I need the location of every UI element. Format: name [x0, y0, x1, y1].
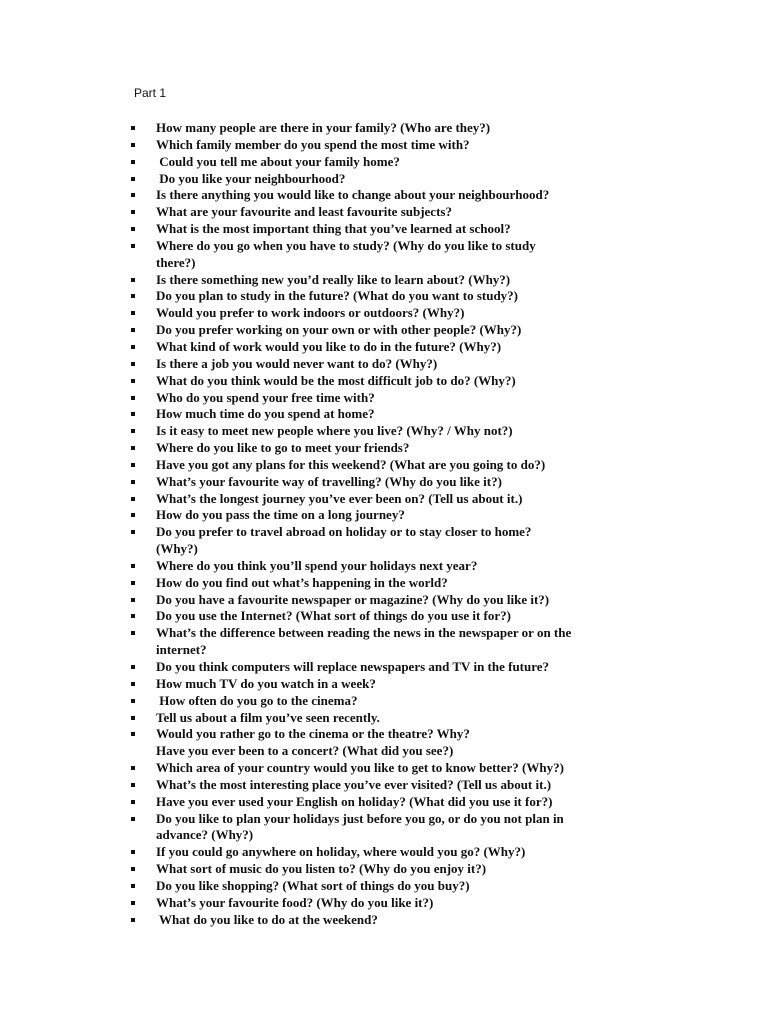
question-item [0, 844, 768, 861]
question-item [0, 592, 768, 609]
square-bullet-icon [131, 598, 135, 602]
square-bullet-icon [131, 614, 135, 618]
question-item [0, 912, 768, 929]
question-item [0, 272, 768, 289]
question-item [0, 187, 768, 204]
question-item [0, 137, 768, 154]
square-bullet-icon [131, 530, 135, 534]
question-text: Do you prefer working on your own or with other people? (Why?) [156, 322, 522, 338]
question-item [0, 440, 768, 457]
square-bullet-icon [131, 412, 135, 416]
question-item [0, 558, 768, 575]
square-bullet-icon [131, 463, 135, 467]
question-text: What’s your favourite food? (Why do you like it?) [156, 894, 434, 910]
question-item [0, 305, 768, 322]
question-text: Do you use the Internet? (What sort of things do you use it for?) [156, 608, 511, 624]
question-item [0, 406, 768, 423]
square-bullet-icon [131, 311, 135, 315]
question-item [0, 238, 768, 272]
question-text: What do you like to do at the weekend? [156, 911, 378, 927]
question-text: Which family member do you spend the most time with? [156, 136, 470, 152]
question-item [0, 221, 768, 238]
square-bullet-icon [131, 244, 135, 248]
question-text: What is the most important thing that you’ve learned at school? [156, 221, 511, 237]
question-text: What sort of music do you listen to? (Why do you enjoy it?) [156, 861, 487, 877]
square-bullet-icon [131, 278, 135, 282]
question-text: Do you like your neighbourhood? [156, 170, 346, 186]
question-item [0, 154, 768, 171]
question-text: Could you tell me about your family home? [156, 153, 400, 169]
square-bullet-icon [131, 918, 135, 922]
question-item [0, 339, 768, 356]
question-text: What kind of work would you like to do in the future? (Why?) [156, 338, 502, 354]
square-bullet-icon [131, 732, 135, 736]
question-item [0, 625, 768, 659]
question-item [0, 659, 768, 676]
question-text: Is there something new you’d really like to learn about? (Why?) [156, 271, 511, 287]
question-text: Do you like shopping? (What sort of things do you buy?) [156, 877, 470, 893]
question-item [0, 693, 768, 710]
question-item [0, 878, 768, 895]
square-bullet-icon [131, 210, 135, 214]
question-text: How often do you go to the cinema? [156, 692, 358, 708]
question-text-continuation: there?) [156, 254, 196, 270]
question-text: Where do you go when you have to study? (Why do you like to study [156, 237, 536, 253]
square-bullet-icon [131, 817, 135, 821]
question-text: Where do you think you’ll spend your holidays next year? [156, 557, 478, 573]
question-text: Have you got any plans for this weekend? (What are you going to do?) [156, 456, 546, 472]
question-item [0, 726, 768, 743]
question-text: Who do you spend your free time with? [156, 389, 375, 405]
question-text: Have you ever used your English on holiday? (What did you use it for?) [156, 793, 553, 809]
square-bullet-icon [131, 766, 135, 770]
question-text: How do you find out what’s happening in the world? [156, 574, 448, 590]
square-bullet-icon [131, 126, 135, 130]
question-text: What’s your favourite way of travelling? (Why do you like it?) [156, 473, 502, 489]
square-bullet-icon [131, 513, 135, 517]
question-text: How much TV do you watch in a week? [156, 675, 376, 691]
question-item [0, 861, 768, 878]
square-bullet-icon [131, 631, 135, 635]
square-bullet-icon [131, 665, 135, 669]
square-bullet-icon [131, 160, 135, 164]
square-bullet-icon [131, 328, 135, 332]
question-item [0, 760, 768, 777]
question-item [0, 474, 768, 491]
question-text: What’s the difference between reading the news in the newspaper or on the [156, 625, 572, 641]
question-text: Is it easy to meet new people where you live? (Why? / Why not?) [156, 423, 513, 439]
question-item [0, 507, 768, 524]
question-text: What’s the most interesting place you’ve ever visited? (Tell us about it.) [156, 776, 552, 792]
question-item [0, 204, 768, 221]
question-text-continuation: advance? (Why?) [156, 827, 254, 843]
square-bullet-icon [131, 783, 135, 787]
question-text: Do you like to plan your holidays just before you go, or do you not plan in [156, 810, 564, 826]
square-bullet-icon [131, 396, 135, 400]
question-text: Have you ever been to a concert? (What did you see?) [156, 743, 454, 759]
question-text: Do you think computers will replace newspapers and TV in the future? [156, 659, 550, 674]
square-bullet-icon [131, 143, 135, 147]
question-item [0, 676, 768, 693]
square-bullet-icon [131, 901, 135, 905]
square-bullet-icon [131, 850, 135, 854]
question-list [0, 120, 768, 929]
question-text: Which area of your country would you like to get to know better? (Why?) [156, 760, 564, 776]
question-text: Do you plan to study in the future? (What do you want to study?) [156, 288, 519, 304]
question-text: How do you pass the time on a long journey? [156, 507, 405, 523]
question-item [0, 288, 768, 305]
square-bullet-icon [131, 564, 135, 568]
question-text: How many people are there in your family? (Who are they?) [156, 120, 491, 135]
question-item [0, 895, 768, 912]
square-bullet-icon [131, 716, 135, 720]
square-bullet-icon [131, 699, 135, 703]
question-item [0, 171, 768, 188]
question-text: What do you think would be the most difficult job to do? (Why?) [156, 372, 516, 388]
question-text: Do you have a favourite newspaper or magazine? (Why do you like it?) [156, 591, 550, 607]
question-text-continuation: (Why?) [156, 541, 198, 557]
question-text: Would you rather go to the cinema or the theatre? Why? [156, 726, 470, 742]
square-bullet-icon [131, 177, 135, 181]
square-bullet-icon [131, 497, 135, 501]
question-item [0, 575, 768, 592]
square-bullet-icon [131, 227, 135, 231]
square-bullet-icon [131, 362, 135, 366]
question-text: How much time do you spend at home? [156, 406, 375, 422]
question-item [0, 743, 768, 760]
question-text: Is there anything you would like to change about your neighbourhood? [156, 187, 550, 203]
question-text: What’s the longest journey you’ve ever been on? (Tell us about it.) [156, 490, 523, 506]
question-item [0, 423, 768, 440]
question-text: Is there a job you would never want to do? (Why?) [156, 355, 438, 371]
square-bullet-icon [131, 867, 135, 871]
question-text: Do you prefer to travel abroad on holiday or to stay closer to home? [156, 524, 532, 540]
section-heading: Part 1 [134, 86, 167, 100]
question-text: Where do you like to go to meet your friends? [156, 440, 410, 456]
question-text: Tell us about a film you’ve seen recently. [156, 709, 380, 725]
question-text: If you could go anywhere on holiday, where would you go? (Why?) [156, 844, 526, 860]
question-item [0, 356, 768, 373]
question-item [0, 710, 768, 727]
question-item [0, 608, 768, 625]
square-bullet-icon [131, 800, 135, 804]
square-bullet-icon [131, 480, 135, 484]
question-item [0, 457, 768, 474]
square-bullet-icon [131, 429, 135, 433]
question-item [0, 794, 768, 811]
square-bullet-icon [131, 379, 135, 383]
question-item [0, 524, 768, 558]
square-bullet-icon [131, 581, 135, 585]
question-item [0, 491, 768, 508]
question-item [0, 777, 768, 794]
square-bullet-icon [131, 345, 135, 349]
question-item [0, 811, 768, 845]
square-bullet-icon [131, 884, 135, 888]
square-bullet-icon [131, 446, 135, 450]
square-bullet-icon [131, 294, 135, 298]
question-text: Would you prefer to work indoors or outdoors? (Why?) [156, 305, 465, 321]
question-item [0, 390, 768, 407]
question-text: What are your favourite and least favourite subjects? [156, 204, 452, 220]
square-bullet-icon [131, 193, 135, 197]
square-bullet-icon [131, 682, 135, 686]
question-item [0, 120, 768, 137]
question-text-continuation: internet? [156, 642, 207, 658]
question-item [0, 322, 768, 339]
question-item [0, 373, 768, 390]
